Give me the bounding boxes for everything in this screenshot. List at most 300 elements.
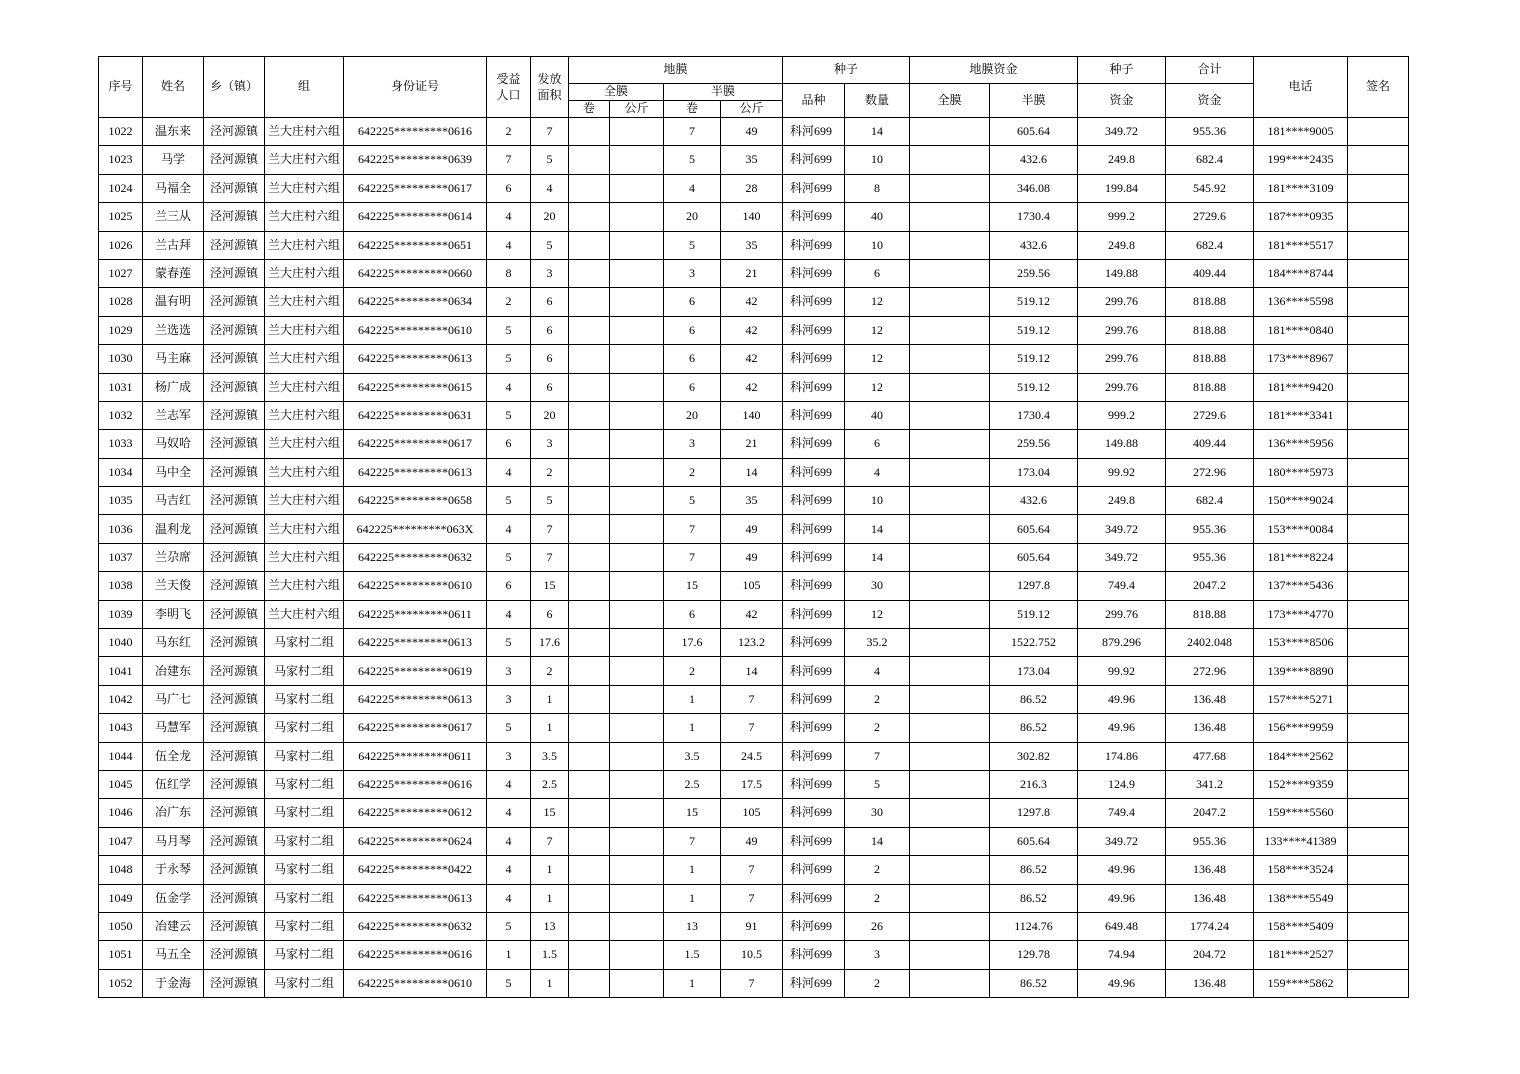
cell-qty: 12 (845, 345, 910, 373)
cell-id: 642225*********0613 (344, 685, 487, 713)
cell-area: 6 (531, 345, 569, 373)
cell-phone: 136****5598 (1254, 288, 1348, 316)
cell-town: 泾河源镇 (204, 487, 265, 515)
cell-town: 泾河源镇 (204, 856, 265, 884)
table-row (99, 629, 1409, 657)
cell-variety: 科河699 (783, 856, 845, 884)
cell-area: 5 (531, 487, 569, 515)
cell-qty: 12 (845, 316, 910, 344)
cell-phone: 181****9420 (1254, 373, 1348, 401)
cell-people: 5 (487, 714, 531, 742)
cell-signature (1348, 856, 1409, 884)
cell-half-kg: 35 (721, 487, 783, 515)
cell-full-kg (610, 231, 664, 259)
cell-film-half: 86.52 (990, 685, 1078, 713)
cell-people: 4 (487, 770, 531, 798)
cell-people: 5 (487, 969, 531, 997)
cell-half-rolls: 3 (664, 259, 721, 287)
cell-half-kg: 42 (721, 316, 783, 344)
cell-variety: 科河699 (783, 231, 845, 259)
cell-half-rolls: 6 (664, 316, 721, 344)
cell-half-kg: 49 (721, 827, 783, 855)
cell-half-kg: 35 (721, 231, 783, 259)
cell-area: 7 (531, 118, 569, 146)
cell-signature (1348, 288, 1409, 316)
table-body (99, 118, 1409, 998)
cell-no: 1038 (99, 572, 143, 600)
cell-group: 兰大庄村六组 (265, 288, 344, 316)
cell-people: 4 (487, 856, 531, 884)
cell-half-kg: 7 (721, 856, 783, 884)
cell-group: 马家村二组 (265, 884, 344, 912)
cell-full-rolls (569, 430, 610, 458)
cell-full-kg (610, 458, 664, 486)
cell-full-rolls (569, 884, 610, 912)
cell-seed-fund: 49.96 (1078, 884, 1166, 912)
cell-variety: 科河699 (783, 373, 845, 401)
cell-id: 642225*********0619 (344, 657, 487, 685)
cell-half-rolls: 15 (664, 572, 721, 600)
cell-total: 818.88 (1166, 288, 1254, 316)
cell-id: 642225*********0616 (344, 770, 487, 798)
cell-film-full (910, 174, 990, 202)
cell-town: 泾河源镇 (204, 288, 265, 316)
cell-full-rolls (569, 600, 610, 628)
cell-group: 马家村二组 (265, 799, 344, 827)
cell-full-rolls (569, 685, 610, 713)
cell-variety: 科河699 (783, 487, 845, 515)
cell-half-rolls: 1.5 (664, 941, 721, 969)
cell-total: 818.88 (1166, 345, 1254, 373)
cell-variety: 科河699 (783, 174, 845, 202)
cell-signature (1348, 316, 1409, 344)
cell-area: 7 (531, 515, 569, 543)
cell-no: 1050 (99, 912, 143, 940)
cell-town: 泾河源镇 (204, 685, 265, 713)
cell-people: 8 (487, 259, 531, 287)
table-row (99, 345, 1409, 373)
header-seed: 种子 (783, 57, 910, 84)
table-row (99, 969, 1409, 997)
cell-full-rolls (569, 316, 610, 344)
cell-full-kg (610, 629, 664, 657)
cell-film-full (910, 685, 990, 713)
cell-area: 6 (531, 600, 569, 628)
cell-id: 642225*********0613 (344, 884, 487, 912)
cell-no: 1032 (99, 401, 143, 429)
cell-half-rolls: 5 (664, 231, 721, 259)
cell-group: 兰大庄村六组 (265, 572, 344, 600)
cell-no: 1029 (99, 316, 143, 344)
cell-full-rolls (569, 770, 610, 798)
cell-id: 642225*********063X (344, 515, 487, 543)
cell-seed-fund: 299.76 (1078, 373, 1166, 401)
cell-total: 818.88 (1166, 316, 1254, 344)
cell-id: 642225*********0634 (344, 288, 487, 316)
cell-area: 2 (531, 657, 569, 685)
table-row (99, 231, 1409, 259)
cell-name: 马学 (143, 146, 204, 174)
cell-qty: 14 (845, 118, 910, 146)
cell-no: 1049 (99, 884, 143, 912)
cell-variety: 科河699 (783, 203, 845, 231)
cell-half-kg: 10.5 (721, 941, 783, 969)
cell-id: 642225*********0631 (344, 401, 487, 429)
cell-signature (1348, 430, 1409, 458)
cell-town: 泾河源镇 (204, 799, 265, 827)
cell-film-full (910, 458, 990, 486)
cell-film-half: 216.3 (990, 770, 1078, 798)
cell-phone: 159****5862 (1254, 969, 1348, 997)
header-film-half: 半膜 (664, 84, 783, 101)
cell-group: 兰大庄村六组 (265, 203, 344, 231)
cell-half-rolls: 4 (664, 174, 721, 202)
cell-phone: 158****3524 (1254, 856, 1348, 884)
cell-signature (1348, 799, 1409, 827)
header-film-full: 全膜 (569, 84, 664, 101)
cell-area: 15 (531, 572, 569, 600)
cell-area: 6 (531, 316, 569, 344)
cell-half-kg: 14 (721, 657, 783, 685)
cell-phone: 139****8890 (1254, 657, 1348, 685)
cell-phone: 181****9005 (1254, 118, 1348, 146)
cell-id: 642225*********0660 (344, 259, 487, 287)
cell-half-rolls: 6 (664, 373, 721, 401)
cell-no: 1039 (99, 600, 143, 628)
cell-name: 马中全 (143, 458, 204, 486)
table-row (99, 657, 1409, 685)
cell-film-full (910, 884, 990, 912)
cell-qty: 5 (845, 770, 910, 798)
cell-name: 兰志军 (143, 401, 204, 429)
cell-full-rolls (569, 231, 610, 259)
cell-qty: 3 (845, 941, 910, 969)
cell-phone: 156****9959 (1254, 714, 1348, 742)
cell-half-kg: 105 (721, 572, 783, 600)
cell-name: 温东来 (143, 118, 204, 146)
cell-seed-fund: 124.9 (1078, 770, 1166, 798)
cell-name: 马福全 (143, 174, 204, 202)
cell-id: 642225*********0611 (344, 600, 487, 628)
cell-seed-fund: 349.72 (1078, 827, 1166, 855)
cell-film-full (910, 487, 990, 515)
cell-id: 642225*********0617 (344, 714, 487, 742)
cell-people: 4 (487, 799, 531, 827)
cell-no: 1041 (99, 657, 143, 685)
cell-phone: 181****8224 (1254, 543, 1348, 571)
cell-signature (1348, 742, 1409, 770)
cell-full-rolls (569, 458, 610, 486)
cell-full-rolls (569, 799, 610, 827)
cell-qty: 6 (845, 430, 910, 458)
cell-phone: 181****5517 (1254, 231, 1348, 259)
cell-full-kg (610, 770, 664, 798)
cell-phone: 159****5560 (1254, 799, 1348, 827)
cell-half-rolls: 6 (664, 600, 721, 628)
cell-seed-fund: 749.4 (1078, 572, 1166, 600)
cell-half-kg: 105 (721, 799, 783, 827)
table-row (99, 856, 1409, 884)
cell-qty: 30 (845, 799, 910, 827)
table-row (99, 600, 1409, 628)
cell-variety: 科河699 (783, 118, 845, 146)
cell-signature (1348, 373, 1409, 401)
cell-qty: 10 (845, 487, 910, 515)
cell-signature (1348, 572, 1409, 600)
table-row (99, 316, 1409, 344)
cell-full-kg (610, 118, 664, 146)
cell-total: 477.68 (1166, 742, 1254, 770)
table-row (99, 458, 1409, 486)
cell-film-full (910, 657, 990, 685)
cell-signature (1348, 714, 1409, 742)
cell-name: 温利龙 (143, 515, 204, 543)
cell-seed-fund: 199.84 (1078, 174, 1166, 202)
cell-phone: 158****5409 (1254, 912, 1348, 940)
cell-film-half: 432.6 (990, 487, 1078, 515)
cell-full-rolls (569, 941, 610, 969)
cell-film-half: 173.04 (990, 657, 1078, 685)
table-row (99, 146, 1409, 174)
cell-film-half: 519.12 (990, 316, 1078, 344)
header-area-cell (531, 57, 569, 118)
cell-total: 818.88 (1166, 373, 1254, 401)
cell-signature (1348, 657, 1409, 685)
cell-area: 1 (531, 714, 569, 742)
table-row (99, 288, 1409, 316)
cell-town: 泾河源镇 (204, 600, 265, 628)
cell-group: 兰大庄村六组 (265, 146, 344, 174)
cell-film-half: 259.56 (990, 259, 1078, 287)
cell-name: 伍金学 (143, 884, 204, 912)
cell-seed-fund: 74.94 (1078, 941, 1166, 969)
cell-variety: 科河699 (783, 629, 845, 657)
cell-town: 泾河源镇 (204, 118, 265, 146)
cell-film-full (910, 543, 990, 571)
cell-full-kg (610, 543, 664, 571)
cell-phone: 187****0935 (1254, 203, 1348, 231)
cell-variety: 科河699 (783, 430, 845, 458)
cell-signature (1348, 770, 1409, 798)
cell-film-full (910, 600, 990, 628)
cell-half-rolls: 1 (664, 685, 721, 713)
cell-area: 1.5 (531, 941, 569, 969)
cell-half-rolls: 1 (664, 714, 721, 742)
cell-town: 泾河源镇 (204, 827, 265, 855)
table-row (99, 203, 1409, 231)
cell-full-kg (610, 912, 664, 940)
cell-full-rolls (569, 515, 610, 543)
cell-qty: 7 (845, 742, 910, 770)
cell-area: 15 (531, 799, 569, 827)
cell-total: 136.48 (1166, 856, 1254, 884)
cell-full-rolls (569, 969, 610, 997)
cell-variety: 科河699 (783, 515, 845, 543)
cell-full-kg (610, 345, 664, 373)
cell-film-full (910, 146, 990, 174)
cell-film-half: 86.52 (990, 969, 1078, 997)
header-seed-qty: 数量 (845, 84, 910, 118)
cell-people: 5 (487, 401, 531, 429)
cell-variety: 科河699 (783, 969, 845, 997)
cell-area: 5 (531, 146, 569, 174)
cell-area: 20 (531, 401, 569, 429)
cell-film-full (910, 742, 990, 770)
cell-variety: 科河699 (783, 770, 845, 798)
cell-seed-fund: 99.92 (1078, 657, 1166, 685)
cell-seed-fund: 999.2 (1078, 401, 1166, 429)
cell-half-kg: 7 (721, 685, 783, 713)
cell-variety: 科河699 (783, 884, 845, 912)
cell-total: 136.48 (1166, 884, 1254, 912)
cell-film-full (910, 515, 990, 543)
cell-town: 泾河源镇 (204, 401, 265, 429)
cell-film-half: 605.64 (990, 515, 1078, 543)
cell-variety: 科河699 (783, 572, 845, 600)
table-row (99, 373, 1409, 401)
cell-id: 642225*********0613 (344, 345, 487, 373)
cell-id: 642225*********0615 (344, 373, 487, 401)
cell-half-kg: 42 (721, 373, 783, 401)
cell-no: 1035 (99, 487, 143, 515)
cell-phone: 181****2527 (1254, 941, 1348, 969)
cell-id: 642225*********0616 (344, 118, 487, 146)
cell-town: 泾河源镇 (204, 572, 265, 600)
cell-people: 5 (487, 345, 531, 373)
cell-group: 兰大庄村六组 (265, 430, 344, 458)
cell-phone: 133****41389 (1254, 827, 1348, 855)
cell-town: 泾河源镇 (204, 146, 265, 174)
cell-people: 6 (487, 430, 531, 458)
cell-film-full (910, 288, 990, 316)
header-seed-fund-sub: 资金 (1078, 84, 1166, 118)
cell-people: 4 (487, 203, 531, 231)
cell-people: 5 (487, 543, 531, 571)
cell-half-kg: 49 (721, 515, 783, 543)
cell-area: 1 (531, 969, 569, 997)
cell-seed-fund: 299.76 (1078, 288, 1166, 316)
table-row (99, 515, 1409, 543)
cell-id: 642225*********0611 (344, 742, 487, 770)
cell-people: 3 (487, 657, 531, 685)
cell-people: 5 (487, 629, 531, 657)
cell-qty: 2 (845, 969, 910, 997)
table-row (99, 799, 1409, 827)
cell-seed-fund: 99.92 (1078, 458, 1166, 486)
cell-name: 兰尕席 (143, 543, 204, 571)
cell-town: 泾河源镇 (204, 742, 265, 770)
cell-area: 1 (531, 685, 569, 713)
cell-qty: 40 (845, 203, 910, 231)
cell-variety: 科河699 (783, 458, 845, 486)
cell-group: 马家村二组 (265, 912, 344, 940)
cell-film-half: 432.6 (990, 146, 1078, 174)
cell-name: 兰古拜 (143, 231, 204, 259)
cell-seed-fund: 149.88 (1078, 430, 1166, 458)
cell-people: 3 (487, 685, 531, 713)
cell-full-rolls (569, 629, 610, 657)
cell-signature (1348, 884, 1409, 912)
cell-group: 马家村二组 (265, 969, 344, 997)
cell-seed-fund: 299.76 (1078, 345, 1166, 373)
cell-half-rolls: 5 (664, 487, 721, 515)
cell-town: 泾河源镇 (204, 770, 265, 798)
cell-qty: 10 (845, 231, 910, 259)
cell-seed-fund: 249.8 (1078, 487, 1166, 515)
header-name: 姓名 (143, 57, 204, 118)
cell-id: 642225*********0658 (344, 487, 487, 515)
cell-group: 兰大庄村六组 (265, 373, 344, 401)
header-group: 组 (265, 57, 344, 118)
header-film-full-kg: 公斤 (610, 101, 664, 118)
cell-film-half: 173.04 (990, 458, 1078, 486)
cell-full-kg (610, 316, 664, 344)
cell-name: 马吉红 (143, 487, 204, 515)
cell-total: 682.4 (1166, 146, 1254, 174)
table-row (99, 259, 1409, 287)
cell-full-kg (610, 827, 664, 855)
cell-full-kg (610, 657, 664, 685)
cell-id: 642225*********0632 (344, 912, 487, 940)
cell-area: 20 (531, 203, 569, 231)
cell-id: 642225*********0624 (344, 827, 487, 855)
cell-area: 5 (531, 231, 569, 259)
cell-phone: 173****8967 (1254, 345, 1348, 373)
cell-town: 泾河源镇 (204, 515, 265, 543)
cell-film-full (910, 799, 990, 827)
cell-film-half: 346.08 (990, 174, 1078, 202)
cell-seed-fund: 149.88 (1078, 259, 1166, 287)
cell-area: 13 (531, 912, 569, 940)
cell-half-kg: 24.5 (721, 742, 783, 770)
cell-phone: 184****8744 (1254, 259, 1348, 287)
cell-half-kg: 123.2 (721, 629, 783, 657)
table-row (99, 714, 1409, 742)
cell-half-kg: 17.5 (721, 770, 783, 798)
cell-name: 于金海 (143, 969, 204, 997)
header-seed-fund: 种子 (1078, 57, 1166, 84)
cell-area: 1 (531, 884, 569, 912)
cell-total: 136.48 (1166, 969, 1254, 997)
cell-total: 204.72 (1166, 941, 1254, 969)
cell-no: 1022 (99, 118, 143, 146)
cell-group: 兰大庄村六组 (265, 543, 344, 571)
cell-total: 955.36 (1166, 543, 1254, 571)
cell-half-kg: 49 (721, 543, 783, 571)
cell-phone: 181****0840 (1254, 316, 1348, 344)
cell-half-kg: 21 (721, 259, 783, 287)
cell-name: 马五全 (143, 941, 204, 969)
cell-film-full (910, 770, 990, 798)
cell-film-full (910, 941, 990, 969)
cell-total: 955.36 (1166, 515, 1254, 543)
cell-phone: 173****4770 (1254, 600, 1348, 628)
cell-people: 7 (487, 146, 531, 174)
cell-seed-fund: 749.4 (1078, 799, 1166, 827)
cell-full-rolls (569, 401, 610, 429)
cell-town: 泾河源镇 (204, 543, 265, 571)
header-film-fund-full: 全膜 (910, 84, 990, 118)
cell-area: 3.5 (531, 742, 569, 770)
cell-variety: 科河699 (783, 316, 845, 344)
cell-signature (1348, 543, 1409, 571)
cell-qty: 2 (845, 714, 910, 742)
cell-film-full (910, 912, 990, 940)
cell-film-half: 1124.76 (990, 912, 1078, 940)
cell-film-half: 519.12 (990, 600, 1078, 628)
cell-film-half: 605.64 (990, 543, 1078, 571)
cell-half-kg: 28 (721, 174, 783, 202)
